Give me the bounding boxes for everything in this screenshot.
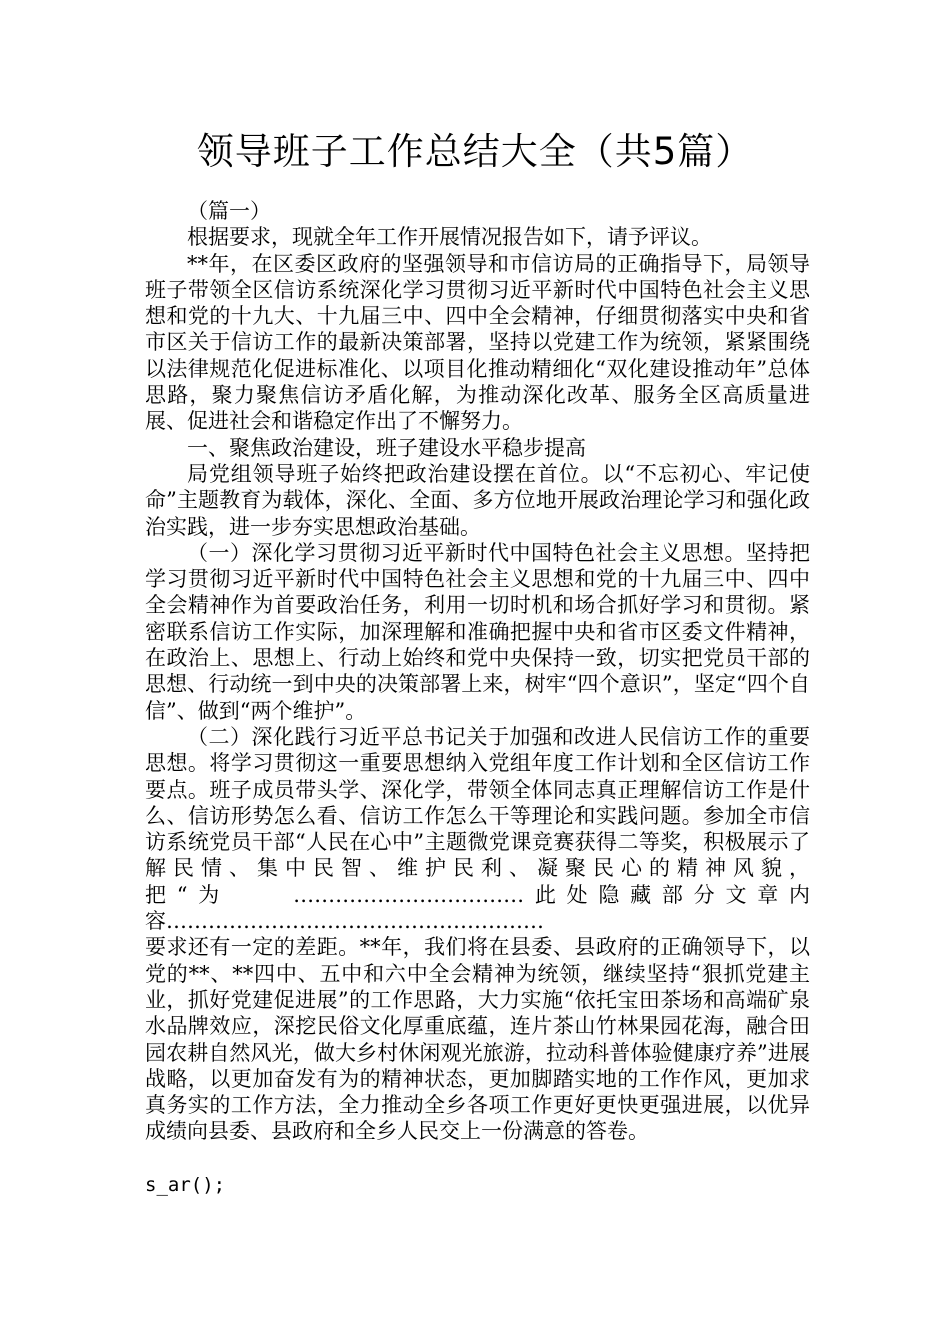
script-tail-text: s_ar(); xyxy=(145,1174,226,1196)
paragraph-subsection-1: （一）深化学习贯彻习近平新时代中国特色社会主义思想。坚持把学习贯彻习近平新时代中国特色社会主义思想和党的十九届三中、四中全会精神作为首要政治任务，利用一切时机和场合抓好学习和贯彻。紧密联系信访工作实际，加深理解和准确把握中央和省市区委文件精神，在政治上、思想上、行动上始终和党中央保持一致，切实把党员干部的思想、行动统一到中央的决策部署上来，树牢“四个意识”，坚定“四个自信”、做到“两个维护”。 xyxy=(145,540,810,723)
hidden-content-notice: ……………………………此处隐藏部分文章内容……………………………………………… xyxy=(145,882,810,934)
paragraph-summary: **年，在区委区政府的坚强领导和市信访局的正确指导下，局领导班子带领全区信访系统深化学习贯彻习近平新时代中国特色社会主义思想和党的十九大、十九届三中、四中全会精神，仔细贯彻落实中央和省市区关于信访工作的最新决策部署，坚持以党建工作为统领，紧紧围绕以法律规范化促进标准化、以项目化推动精细化“双化建设推动年”总体思路，聚力聚焦信访矛盾化解，为推动深化改革、服务全区高质量进展、促进社会和谐稳定作出了不懈努力。 xyxy=(145,251,810,434)
document-body xyxy=(145,198,810,1145)
paragraph-political: 局党组领导班子始终把政治建设摆在首位。以“不忘初心、牢记使命”主题教育为载体，深化、全面、多方位地开展政治理论学习和强化政治实践，进一步夯实思想政治基础。 xyxy=(145,461,810,539)
paragraph-closing: 要求还有一定的差距。**年，我们将在县委、县政府的正确领导下，以党的**、**四中、五中和六中全会精神为统领，继续坚持“狠抓党建主业，抓好党建促进展”的工作思路，大力实施“依托宝田茶场和高端矿泉水品牌效应，深挖民俗文化厚重底蕴，连片茶山竹林果园花海，融合田园农耕自然风光，做大乡村休闲观光旅游，拉动科普体验健康疗养”进展战略，以更加奋发有为的精神状态，更加脚踏实地的工作作风，更加求真务实的工作方法，全力推动全乡各项工作更好更快更强进展，以优异成绩向县委、县政府和全乡人民交上一份满意的答卷。 xyxy=(145,935,810,1144)
part-label: （篇一） xyxy=(187,199,271,223)
paragraph-intro: 根据要求，现就全年工作开展情况报告如下，请予评议。 xyxy=(187,225,712,250)
section-heading-1: 一、聚焦政治建设，班子建设水平稳步提高 xyxy=(187,435,586,460)
paragraph-subsection-2-text: （二）深化践行习近平总书记关于加强和改进人民信访工作的重要思想。将学习贯彻这一重要思想纳入党组年度工作计划和全区信访工作要点。班子成员带头学、深化学，带领全体同志真正理解信访工作是什么、信访形势怎么看、信访工作怎么干等理论和实践问题。参加全市信访系统党员干部“人民在心中”主题微党课竞赛获得二等奖，积极展示了解民情、集中民智、维护民利、凝聚民心的精神风貌，把“为 xyxy=(145,724,810,907)
document-title: 领导班子工作总结大全（共5篇） xyxy=(196,130,754,173)
paragraph-subsection-2 xyxy=(145,724,810,934)
